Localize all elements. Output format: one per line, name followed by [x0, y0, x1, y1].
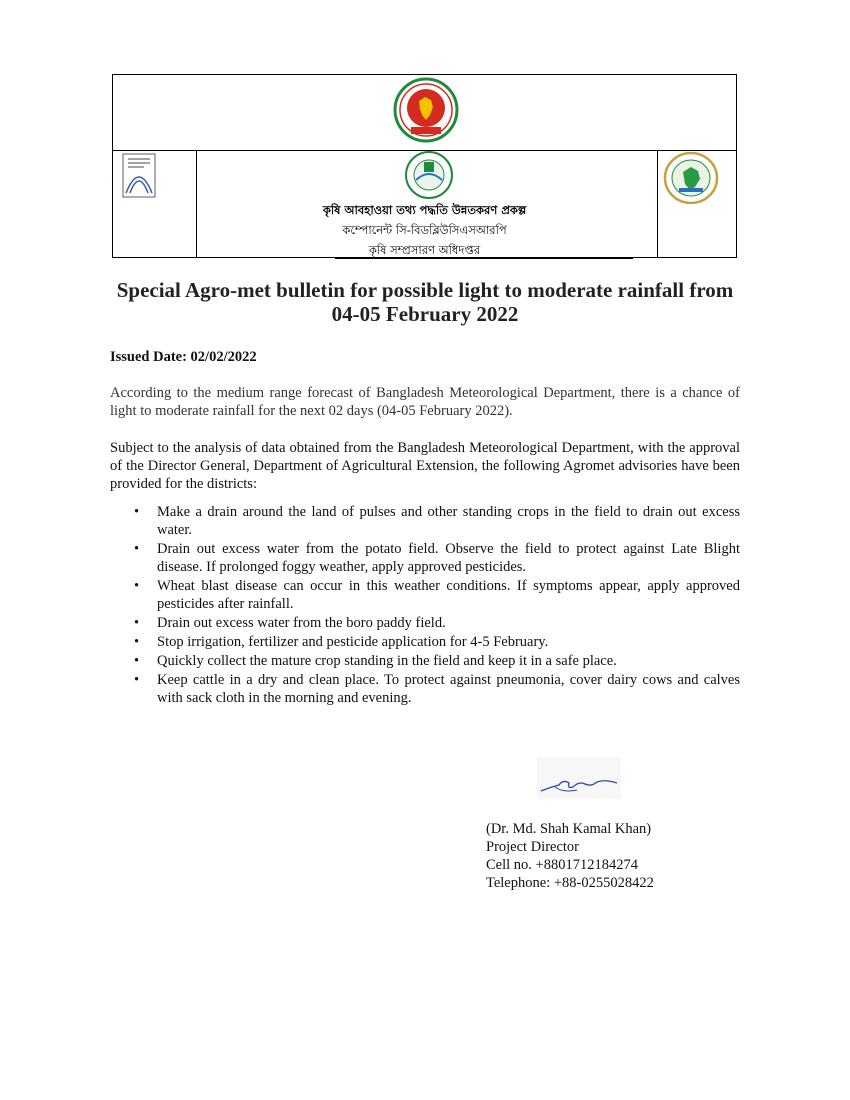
bullet-icon: •: [134, 578, 140, 594]
signatory-name: (Dr. Md. Shah Kamal Khan): [486, 821, 652, 837]
letterhead-top-row: [113, 75, 736, 151]
signature-image: [537, 757, 621, 799]
advisory-list: [110, 503, 740, 708]
advisory-item: • Drain out excess water from the potato field. Observe the field to protect against Late Blight disease. If prolonged foggy weather, apply approved pesticides.: [134, 541, 740, 575]
signatory-telephone: Telephone: +88-0255028422: [486, 875, 654, 891]
project-name-bangla: কৃষি আবহাওয়া তথ্য পদ্ধতি উন্নতকরণ প্রকল্প: [322, 203, 527, 217]
advisory-item: • Drain out excess water from the boro paddy field.: [134, 615, 446, 631]
advisory-intro-paragraph: Subject to the analysis of data obtained from the Bangladesh Meteorological Department, with the approval of the Director General, Department of Agricultural Extension, the following Agromet advisories have been provided for the districts:: [110, 440, 740, 492]
bullet-icon: •: [134, 504, 140, 520]
letterhead: [112, 74, 737, 258]
bullet-icon: •: [134, 672, 140, 688]
forecast-paragraph: According to the medium range forecast of Bangladesh Meteorological Department, there is a chance of light to moderate rainfall for the next 02 days (04-05 February 2022).: [110, 385, 740, 419]
signatory-block: [486, 820, 654, 892]
header-underline: [335, 258, 633, 259]
bulletin-title-line2: 04-05 February 2022: [331, 302, 519, 326]
advisory-item: • Quickly collect the mature crop standing in the field and keep it in a safe place.: [134, 653, 617, 669]
dae-project-logo: [400, 150, 458, 200]
issued-date: Issued Date: 02/02/2022: [110, 349, 257, 365]
bullet-icon: •: [134, 541, 140, 557]
bullet-icon: •: [134, 653, 140, 669]
government-seal-logo: [393, 77, 459, 143]
signatory-designation: Project Director: [486, 839, 580, 855]
department-name-bangla: কৃষি সম্প্রসারণ অধিদপ্তর: [368, 243, 481, 257]
bulletin-title: [100, 278, 750, 326]
signatory-cell: Cell no. +8801712184274: [486, 857, 638, 873]
advisory-item: • Make a drain around the land of pulses and other standing crops in the field to drain out excess water.: [134, 504, 740, 538]
advisory-item: • Stop irrigation, fertilizer and pesticide application for 4-5 February.: [134, 634, 549, 650]
component-name-bangla: কম্পোনেন্ট সি-বিডব্লিউসিএসআরপি: [342, 223, 507, 237]
meteorology-logo: [122, 153, 156, 198]
bullet-icon: •: [134, 615, 140, 631]
dae-seal-logo: [663, 152, 719, 204]
bullet-icon: •: [134, 634, 140, 650]
advisory-item: • Wheat blast disease can occur in this weather conditions. If symptoms appear, apply approved pesticides after rainfall.: [134, 578, 740, 612]
bulletin-title-line1: Special Agro-met bulletin for possible light to moderate rainfall from: [116, 278, 734, 302]
advisory-item: • Keep cattle in a dry and clean place. To protect against pneumonia, cover dairy cows and calves with sack cloth in the morning and evening.: [134, 672, 740, 706]
